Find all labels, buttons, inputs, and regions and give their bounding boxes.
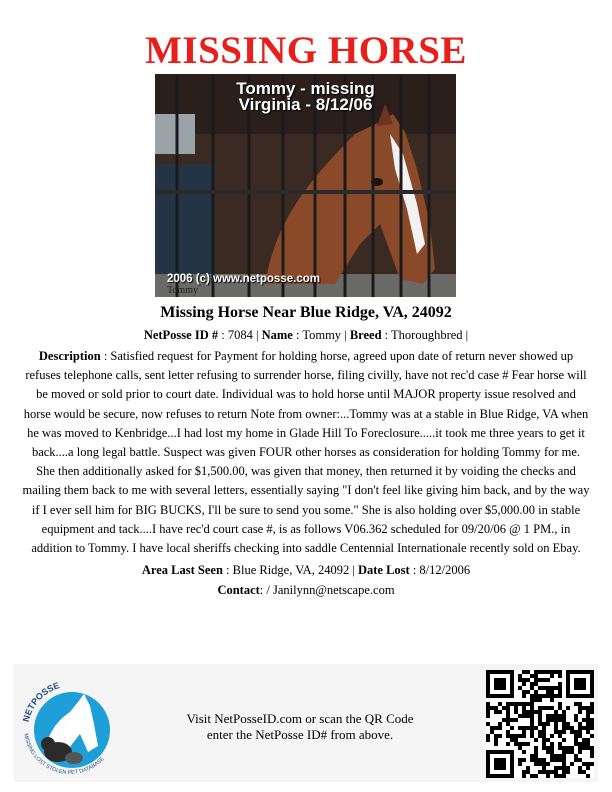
- area-value: : Blue Ridge, VA, 24092 |: [222, 563, 358, 577]
- qr-code[interactable]: [486, 670, 594, 778]
- contact-email: : / Janilynn@netscape.com: [259, 583, 395, 597]
- date-lost-label: Date Lost: [357, 563, 410, 577]
- qr-code-icon: [486, 670, 594, 778]
- photo-caption-title: Tommy - missing: [236, 79, 375, 98]
- date-lost-value: : 8/12/2006: [409, 563, 471, 577]
- contact-label: Contact: [217, 583, 260, 597]
- photo-copyright: 2006 (c) www.netposse.com: [167, 273, 320, 285]
- logo-top-text: NETPOSSE: [20, 680, 61, 723]
- netposse-logo: [14, 672, 126, 776]
- footer-line-2: enter the NetPosse ID# from above.: [206, 727, 394, 742]
- photo-name-tag: Tommy: [167, 285, 198, 296]
- listing-subtitle: Missing Horse Near Blue Ridge, VA, 24092: [160, 304, 452, 321]
- netposse-logo-icon: [14, 672, 126, 776]
- footer-line-1: Visit NetPosseID.com or scan the QR Code: [186, 711, 414, 726]
- name-label: Name: [261, 328, 293, 342]
- logo-bottom-text: MISSING LOST STOLEN PET DATABASE: [22, 733, 106, 776]
- description-label: Description: [38, 349, 101, 363]
- area-last-seen: [0, 563, 612, 578]
- contact-line: [0, 583, 612, 598]
- id-value: : 7084 |: [218, 328, 262, 342]
- footer-instructions: [170, 711, 430, 743]
- description-paragraph: [22, 347, 590, 558]
- id-label: NetPosse ID #: [143, 328, 219, 342]
- area-label: Area Last Seen: [141, 563, 223, 577]
- name-value: : Tommy |: [292, 328, 350, 342]
- photo-caption-location: Virginia - 8/12/06: [238, 95, 373, 114]
- breed-value: : Thoroughbred |: [381, 328, 469, 342]
- description-text: : Satisfied request for Payment for holding horse, agreed upon date of return never showed up refuses telephone calls, sent letter refusing to surrender horse, filing civilly, have not rec'd case # Fear horse will be moved or sold prior to court date. Individual was to hold horse until MAJOR property issue resolved and horse would be secure, now refuses to return Note from owner:...Tommy was at a stable in Blue Ridge, VA when he was moved to Kenbridge...I had lost my home in Glade Hill To Foreclosure.....it took me three years to get it back....a long legal battle. Suspect was given FOUR other horses as consideration for holding Tommy for me. She then additionally asked for $1,500.00, was given that money, then returned it by voiding the checks and mailing them back to me with several letters, essentially saying "I don't feel like giving him back, and by the way if I ever sell him for BIG BUCKS, I'll be sure to send you some." She is also holding over $5,000.00 in stable equipment and tack....I have rec'd court case #, is as follows V06.362 scheduled for 09/20/06 @ 1 PM., in addition to Tommy. I have local sheriffs checking into saddle Centennial Internationale recently sold on Ebay.: [22, 349, 590, 556]
- breed-label: Breed: [349, 328, 382, 342]
- horse-photo: [155, 74, 456, 297]
- page-title: MISSING HORSE: [145, 29, 467, 72]
- record-summary: [0, 328, 612, 343]
